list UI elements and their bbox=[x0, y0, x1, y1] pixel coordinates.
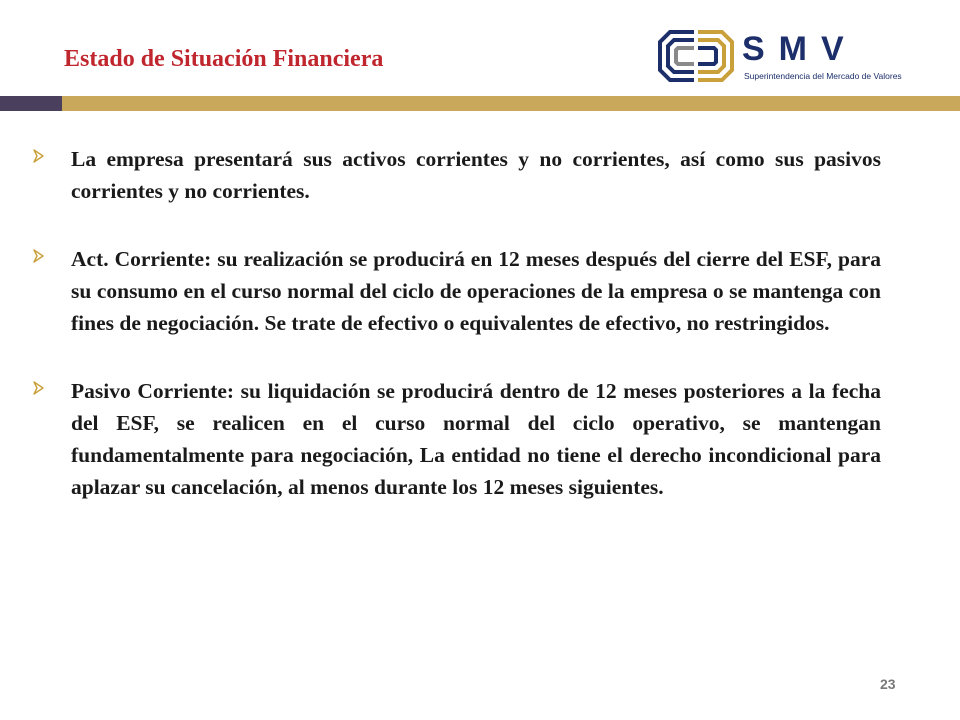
bullet-text: Act. Corriente: su realización se producirá en 12 meses después del cierre del ESF, para su consumo en el curso normal del ciclo de operaciones de la empresa o se mantenga con fines de negociación. Se trate de efectivo o equivalentes de efectivo, no restringidos. bbox=[71, 247, 881, 335]
arrow-bullet-icon bbox=[33, 149, 45, 163]
bullet-text: Pasivo Corriente: su liquidación se producirá dentro de 12 meses posteriores a la fecha del ESF, se realicen en el curso normal del ciclo operativo, se mantengan fundamentalmente para negociación, La entidad no tiene el derecho incondicional para aplazar su cancelación, al menos durante los 12 meses siguientes. bbox=[71, 379, 881, 499]
slide-title: Estado de Situación Financiera bbox=[64, 46, 384, 72]
bullet-item bbox=[33, 243, 881, 339]
title-bar-accent bbox=[0, 96, 62, 111]
bullet-list bbox=[33, 143, 881, 539]
bullet-text: La empresa presentará sus activos corrientes y no corrientes, así como sus pasivos corrientes y no corrientes. bbox=[71, 147, 881, 203]
bullet-item bbox=[33, 143, 881, 207]
title-divider-bar bbox=[0, 96, 960, 111]
page-number: 23 bbox=[880, 676, 896, 692]
bullet-item bbox=[33, 375, 881, 503]
arrow-bullet-icon bbox=[33, 249, 45, 263]
smv-logo-mark-icon bbox=[656, 26, 736, 86]
arrow-bullet-icon bbox=[33, 381, 45, 395]
logo-subtitle: Superintendencia del Mercado de Valores bbox=[744, 71, 902, 81]
logo-wordmark: SMV bbox=[742, 30, 858, 68]
title-bar-main bbox=[62, 96, 960, 111]
smv-logo bbox=[656, 26, 901, 88]
